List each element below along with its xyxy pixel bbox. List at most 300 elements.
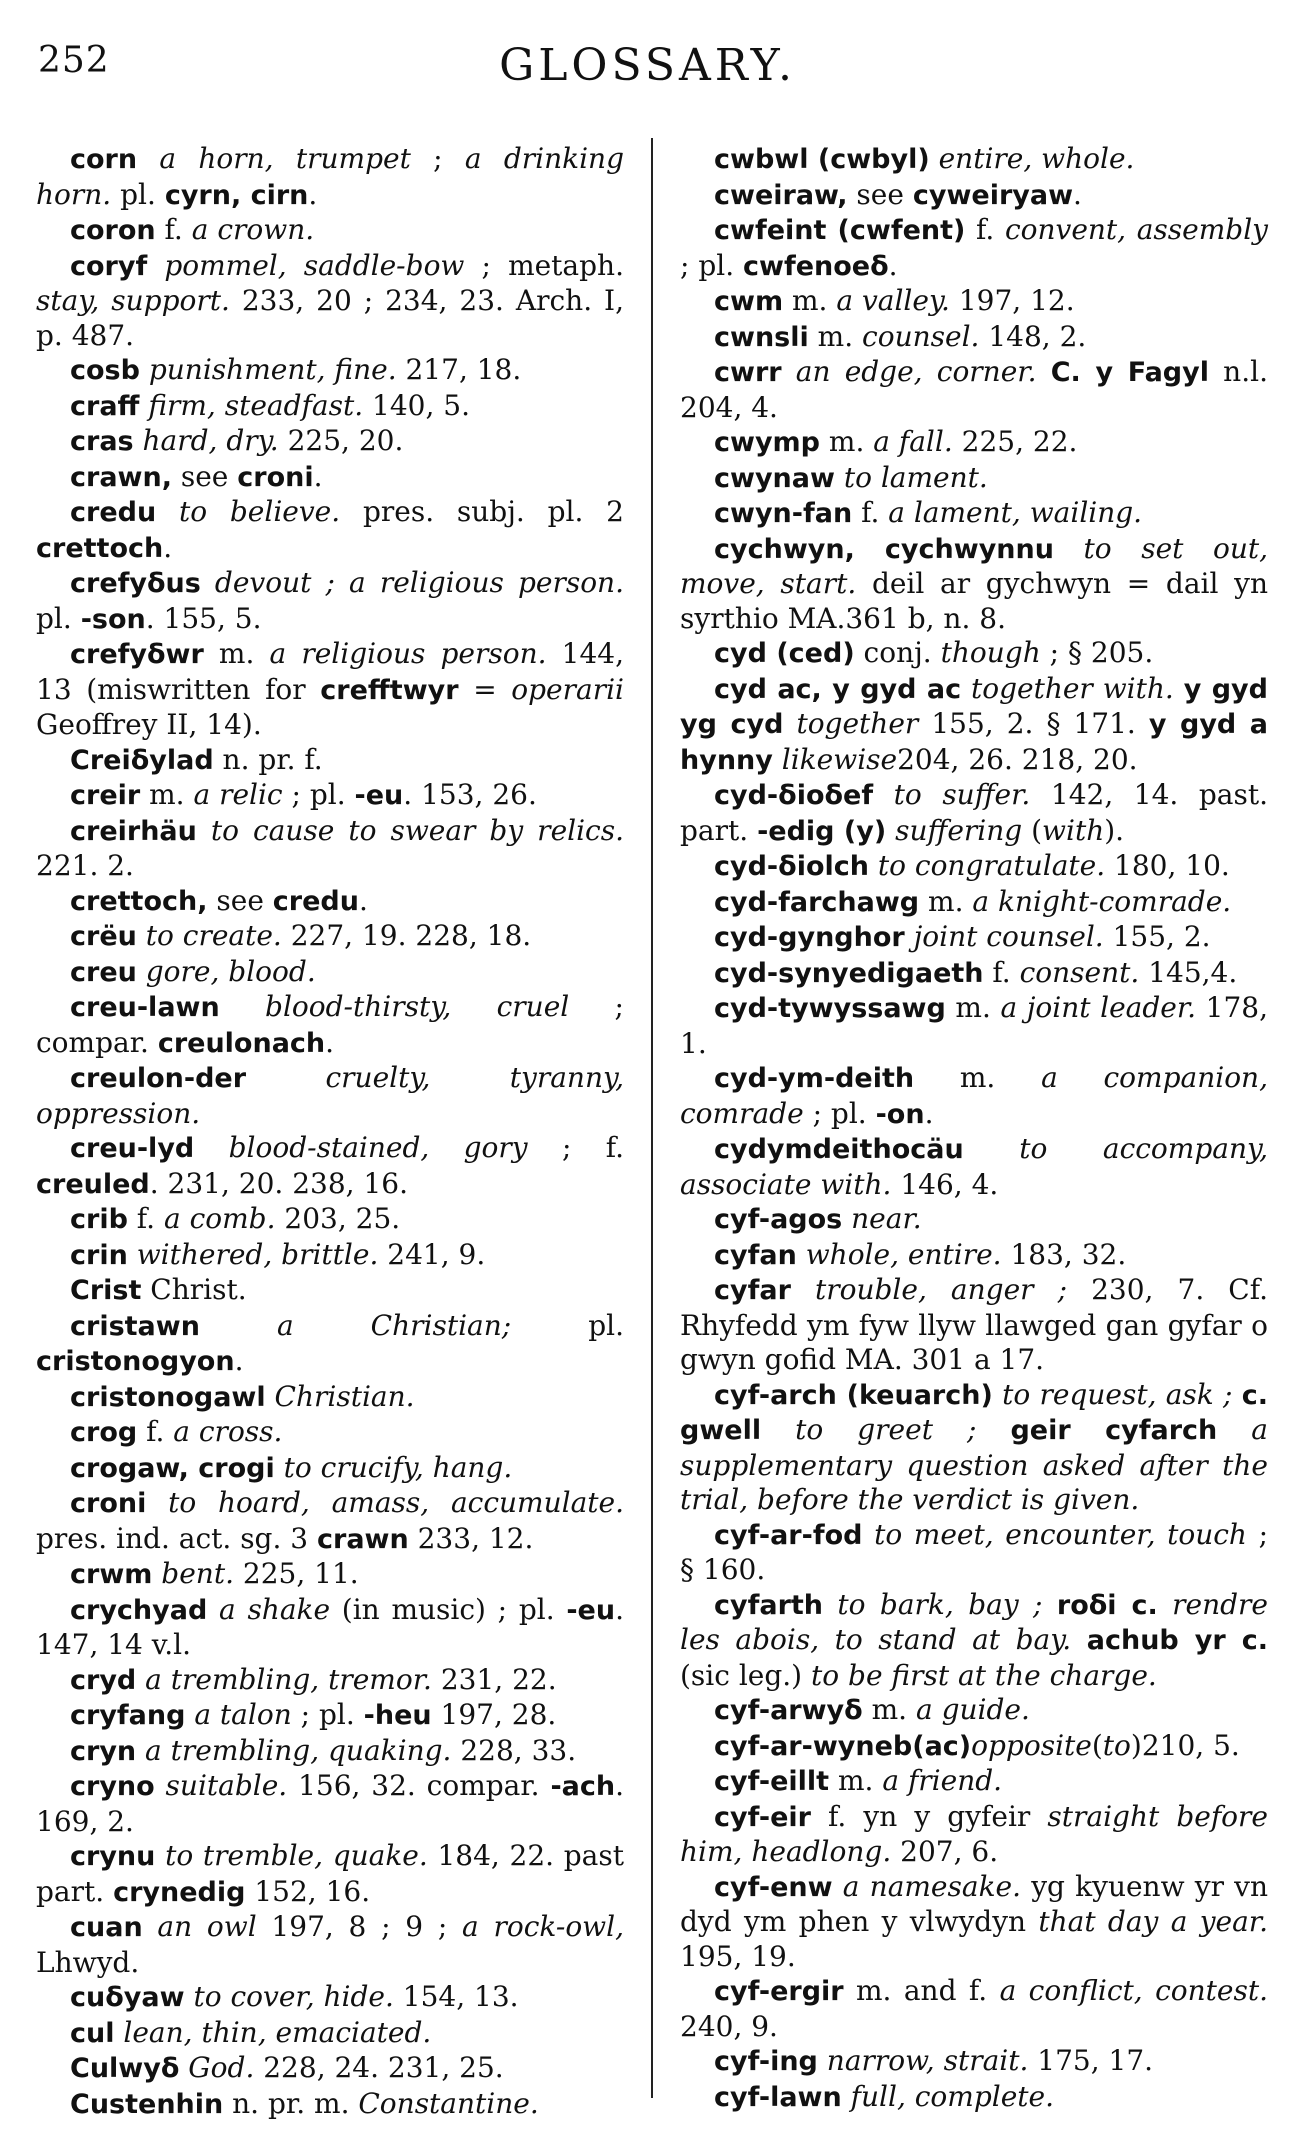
- entry-note: 145,4.: [1139, 955, 1238, 989]
- glossary-entry: [36, 2087, 624, 2123]
- headword: cydymdeithocäu: [714, 1134, 964, 1165]
- definition: a companion, comrade: [680, 1061, 1268, 1130]
- glossary-entry: [680, 636, 1268, 672]
- definition: operarii: [511, 672, 624, 706]
- definition: to tremble, quake.: [155, 1839, 428, 1872]
- definition: to congratulate.: [868, 849, 1106, 882]
- glossary-entry: [36, 1839, 624, 1910]
- entry-note: 144, 13 (miswritten for: [36, 637, 624, 706]
- definition: to crucify, hang.: [274, 1450, 513, 1484]
- headword: cyf-ergir: [714, 1976, 844, 2007]
- entry-note: see: [847, 177, 913, 211]
- definition: suitable.: [154, 1769, 288, 1802]
- glossary-entry: [680, 1693, 1268, 1729]
- definition: to accompany, associate with.: [680, 1132, 1268, 1201]
- definition: gore, blood.: [136, 954, 316, 988]
- entry-note: 217, 18.: [396, 353, 522, 386]
- headword: cyf-lawn: [714, 2081, 842, 2113]
- headword: -edig (y): [757, 815, 887, 847]
- definition: Constantine.: [358, 2086, 539, 2120]
- definition: to set out, move, start.: [680, 531, 1269, 600]
- entry-note: m.: [808, 319, 863, 353]
- headword: cyd-farchawg: [714, 886, 920, 918]
- entry-note: . 153, 26.: [403, 778, 537, 811]
- definition: an owl: [142, 1910, 257, 1943]
- entry-note: Christ.: [141, 1273, 247, 1306]
- headword: cyd (ced): [714, 638, 855, 669]
- glossary-entry: [36, 389, 624, 425]
- entry-note: . 169, 2.: [36, 1769, 624, 1838]
- definition: near.: [842, 1202, 922, 1235]
- headword: cryno: [70, 1771, 155, 1802]
- headword: cyf-enw: [714, 1871, 833, 1903]
- glossary-entry: [36, 919, 624, 955]
- entry-note: 207, 6.: [891, 1835, 999, 1868]
- headword: crynu: [70, 1841, 156, 1872]
- entry-note: f.: [852, 496, 889, 529]
- entry-note: pl.: [36, 601, 81, 635]
- headword: Creiδylad: [70, 744, 214, 776]
- definition: lean, thin, emaciated.: [114, 2015, 432, 2049]
- headword: roδi c.: [1056, 1589, 1158, 1621]
- definition: a shake: [207, 1592, 331, 1626]
- headword: crychyad: [70, 1594, 208, 1626]
- entry-note: . 231, 20. 238, 16.: [149, 1166, 408, 1200]
- headword: cosb: [70, 355, 140, 386]
- glossary-entry: [36, 990, 624, 1061]
- headword: -eu: [354, 780, 404, 811]
- definition: convent, assembly: [1004, 213, 1268, 246]
- entry-note: m.: [919, 884, 973, 918]
- definition: whole, entire.: [796, 1237, 1002, 1271]
- glossary-entry: [680, 1238, 1268, 1274]
- entry-note: .: [234, 1344, 244, 1377]
- glossary-entry: [680, 1061, 1268, 1132]
- headword: cyd-δioδef: [714, 780, 874, 811]
- definition: a fall.: [873, 425, 953, 458]
- glossary-entry: [36, 1202, 624, 1238]
- entry-note: 152, 16.: [245, 1874, 371, 1908]
- definition: to lament.: [834, 460, 988, 494]
- headword: cyf-agos: [714, 1204, 843, 1235]
- glossary-entry: [680, 885, 1268, 921]
- entry-note: .: [924, 1096, 934, 1130]
- definition: to request, ask ;: [992, 1377, 1233, 1411]
- entry-note: [1071, 1623, 1087, 1656]
- headword: -on: [875, 1098, 925, 1130]
- glossary-entry: [680, 1132, 1268, 1202]
- definition: a trembling, quaking.: [136, 1733, 452, 1767]
- entry-note: (in music) ; pl.: [330, 1592, 567, 1626]
- headword: creirhäu: [70, 815, 197, 847]
- glossary-entry: [36, 1593, 624, 1663]
- glossary-entry: [36, 884, 624, 920]
- entry-note: 225, 22.: [952, 425, 1078, 458]
- headword: creir: [70, 780, 141, 811]
- headword: crynedig: [113, 1876, 246, 1908]
- entry-note: ; pl.: [291, 1698, 364, 1731]
- entry-note: (: [1091, 1728, 1103, 1762]
- glossary-entry: [36, 1769, 624, 1839]
- entry-note: 178, 1.: [680, 991, 1268, 1060]
- entry-note: f.: [155, 213, 192, 246]
- glossary-entry: [36, 142, 624, 213]
- definition: a guide.: [915, 1693, 1030, 1726]
- glossary-entry: [680, 2044, 1268, 2080]
- headword: cychwyn, cychwynnu: [714, 533, 1054, 565]
- entry-note: see: [171, 459, 238, 493]
- headword: cwfenoeδ: [743, 250, 889, 282]
- definition: cruelty, tyranny, oppression.: [36, 1061, 624, 1130]
- entry-note: 225, 20.: [278, 424, 404, 457]
- headword: cyfan: [714, 1239, 797, 1271]
- definition: a trembling, tremor.: [136, 1662, 432, 1696]
- entry-note: .: [1073, 177, 1082, 211]
- headword: cuδyaw: [70, 1982, 185, 2013]
- headword: crettoch: [36, 532, 164, 564]
- headword: crwm: [70, 1559, 153, 1590]
- column-divider: [651, 138, 653, 2098]
- definition: pommel, saddle-bow: [147, 248, 465, 282]
- headword: creulon-der: [70, 1063, 247, 1094]
- entry-note: ; § 160.: [680, 1517, 1268, 1586]
- entry-note: pres. ind. act. sg. 3: [36, 1521, 317, 1555]
- headword: cwbwl (cwbyl): [714, 144, 930, 175]
- definition: a comb.: [163, 1202, 276, 1235]
- glossary-entry: [680, 672, 1268, 779]
- headword: cristawn: [70, 1310, 200, 1342]
- entry-note: f. yn y gyfeir: [810, 1799, 1048, 1833]
- headword: coryf: [70, 250, 148, 282]
- glossary-entry: [680, 1729, 1268, 1765]
- glossary-entry: [680, 425, 1268, 461]
- entry-note: 197, 28.: [431, 1698, 557, 1731]
- definition: a talon: [185, 1698, 292, 1731]
- entry-note: 228, 33.: [451, 1733, 577, 1767]
- definition: Christian.: [265, 1379, 415, 1413]
- definition: punishment, fine.: [139, 353, 397, 386]
- definition: an edge, corner.: [781, 355, 1037, 388]
- glossary-entry: [680, 1588, 1268, 1694]
- entry-note: 142, 14. past. part.: [680, 778, 1268, 847]
- glossary-entry: [36, 1910, 624, 1980]
- headword: creuled: [36, 1168, 150, 1200]
- definition: to greet ;: [761, 1413, 977, 1446]
- glossary-entry: [36, 460, 624, 496]
- entry-note: 155, 2.: [1103, 920, 1211, 953]
- headword: cyf-ar-fod: [714, 1519, 863, 1551]
- glossary-entry: [36, 2016, 624, 2052]
- headword: cyfarth: [714, 1589, 824, 1621]
- headword: y gyd yg cyd: [680, 673, 1268, 740]
- definition: entire, whole.: [929, 142, 1135, 175]
- headword: crefyδus: [70, 568, 201, 599]
- entry-note: .: [888, 248, 898, 282]
- definition: opposite: [971, 1728, 1092, 1762]
- glossary-entry: [680, 1202, 1268, 1238]
- entry-note: m.: [829, 1764, 883, 1797]
- definition: narrow, strait.: [817, 2044, 1029, 2077]
- headword: cyd ac, y gyd ac: [714, 673, 962, 705]
- definition: stay, support.: [36, 284, 230, 317]
- glossary-entry: [680, 213, 1268, 284]
- glossary-entry: [680, 956, 1268, 992]
- glossary-entry: [36, 1451, 624, 1487]
- headword: crib: [70, 1204, 128, 1235]
- headword: cyd-gynghor: [714, 922, 905, 953]
- headword: cuan: [70, 1912, 143, 1943]
- definition: a supplementary question asked after the trial, before the verdict is given.: [680, 1413, 1268, 1516]
- headword: craff: [70, 390, 140, 422]
- headword: achub yr c.: [1086, 1625, 1268, 1656]
- glossary-entry: [36, 495, 624, 566]
- definition: to bark, bay ;: [823, 1587, 1043, 1621]
- entry-note: .: [325, 1025, 335, 1059]
- definition: though: [940, 636, 1041, 669]
- glossary-entry: [36, 1238, 624, 1274]
- headword: cyd-synyedigaeth: [714, 957, 984, 989]
- entry-note: [1042, 1588, 1056, 1621]
- headword: cwymp: [714, 427, 821, 458]
- glossary-entry: [680, 461, 1268, 497]
- entry-note: see: [207, 883, 273, 917]
- entry-note: m.: [862, 1693, 916, 1726]
- headword: cyfar: [714, 1275, 791, 1306]
- headword: cryd: [70, 1664, 137, 1696]
- glossary-entry: [680, 1870, 1268, 1975]
- glossary-entry: [680, 1273, 1268, 1378]
- entry-note: 197, 12.: [949, 284, 1075, 317]
- definition: with: [1042, 813, 1105, 847]
- glossary-column-right: [680, 142, 1268, 2115]
- entry-note: .: [163, 530, 173, 564]
- glossary-column-left: [36, 142, 624, 2122]
- definition: a crown.: [191, 213, 315, 246]
- definition: a horn, trumpet: [137, 142, 411, 175]
- headword: cyf-arch (keuarch): [714, 1379, 993, 1411]
- entry-note: )210, 5.: [1130, 1728, 1240, 1762]
- entry-note: ; compar.: [36, 990, 624, 1059]
- headword: cyf-ing: [714, 2046, 818, 2077]
- headword: crëu: [70, 921, 137, 952]
- entry-note: 180, 10.: [1105, 849, 1230, 882]
- glossary-entry: [36, 637, 624, 743]
- entry-note: 156, 32. compar.: [287, 1769, 551, 1802]
- definition: God.: [179, 2051, 255, 2084]
- glossary-entry: [36, 1734, 624, 1770]
- definition: to suffer.: [873, 778, 1031, 811]
- glossary-entry: [36, 1309, 624, 1380]
- headword: cwm: [714, 286, 784, 317]
- definition: devout ; a religious person.: [200, 566, 624, 599]
- entry-note: 175, 17.: [1028, 2044, 1154, 2077]
- headword: cyf-eir: [714, 1801, 811, 1833]
- headword: cyf-eillt: [714, 1766, 830, 1797]
- entry-note: pl.: [111, 177, 165, 211]
- entry-note: m. and f.: [843, 1974, 1000, 2007]
- glossary-entry: [36, 1980, 624, 2016]
- entry-note: 146, 4.: [891, 1167, 999, 1201]
- entry-note: m.: [820, 425, 874, 458]
- entry-note: 203, 25.: [275, 1202, 401, 1235]
- headword: corn: [70, 144, 138, 175]
- headword: cryfang: [70, 1700, 186, 1731]
- glossary-entry: [36, 213, 624, 249]
- definition: that day a year.: [1038, 1905, 1268, 1938]
- headword: cwynaw: [714, 462, 835, 494]
- headword: crog: [70, 1417, 138, 1448]
- definition: to be first at the charge.: [811, 1658, 1157, 1692]
- glossary-entry: [680, 778, 1268, 849]
- headword: credu: [272, 885, 359, 917]
- headword: crin: [70, 1239, 128, 1271]
- entry-note: conj.: [854, 636, 941, 669]
- entry-note: .: [308, 177, 318, 211]
- glossary-entry: [680, 496, 1268, 532]
- headword: geir cyfarch: [1010, 1415, 1218, 1446]
- entry-note: 233, 12.: [408, 1521, 534, 1555]
- definition: suffering: [886, 813, 1023, 847]
- entry-note: . 155, 5.: [145, 601, 262, 635]
- entry-note: m.: [203, 637, 270, 670]
- definition: a lament, wailing.: [888, 496, 1143, 529]
- entry-note: 233, 20 ; 234, 23. Arch. I, p. 487.: [36, 284, 624, 352]
- entry-note: n. pr. f.: [213, 742, 323, 776]
- definition: hard, dry.: [133, 424, 279, 457]
- glossary-entry: [36, 2051, 624, 2087]
- definition: to create.: [136, 919, 282, 952]
- definition: blood-stained, gory: [194, 1131, 528, 1164]
- headword: cryn: [70, 1735, 137, 1767]
- headword: cristonogawl: [70, 1381, 266, 1413]
- glossary-entry: [36, 743, 624, 779]
- entry-note: [1232, 1378, 1241, 1411]
- glossary-entry: [680, 920, 1268, 956]
- entry-note: .: [313, 459, 323, 493]
- entry-note: 154, 13.: [393, 1980, 519, 2013]
- entry-note: 197, 8 ; 9 ;: [256, 1910, 463, 1943]
- glossary-entry: [680, 355, 1268, 425]
- headword: Crist: [70, 1275, 142, 1306]
- entry-note: (: [1022, 813, 1043, 847]
- headword: -ach: [550, 1771, 616, 1802]
- definition: a namesake.: [832, 1869, 1022, 1903]
- definition: a valley.: [836, 284, 950, 317]
- headword: croni: [237, 461, 314, 493]
- headword: cul: [70, 2017, 115, 2049]
- definition: trouble, anger ;: [790, 1273, 1068, 1306]
- entry-note: 140, 5.: [363, 388, 470, 422]
- headword: cras: [70, 426, 134, 457]
- headword: credu: [70, 497, 157, 528]
- definition: straight before him, headlong.: [680, 1799, 1268, 1868]
- glossary-entry: [36, 249, 624, 354]
- glossary-entry: [680, 1764, 1268, 1800]
- entry-note: 240, 9.: [680, 2009, 778, 2043]
- definition: together with.: [961, 671, 1174, 705]
- glossary-entry: [36, 1557, 624, 1593]
- definition: a Christian;: [199, 1308, 512, 1342]
- entry-note: 225, 11.: [234, 1557, 359, 1590]
- entry-note: m.: [914, 1061, 1042, 1094]
- glossary-entry: [36, 1698, 624, 1734]
- headword: c. gwell: [680, 1379, 1268, 1446]
- glossary-entry: [680, 178, 1268, 214]
- glossary-entry: [680, 1378, 1268, 1518]
- definition: together: [783, 707, 919, 740]
- definition: a joint leader.: [1000, 991, 1197, 1024]
- definition: full, complete.: [841, 2079, 1055, 2113]
- entry-note: pres. subj. pl. 2: [340, 495, 624, 528]
- entry-note: 204, 26. 218, 20.: [897, 742, 1138, 776]
- definition: to cause to swear by relics.: [196, 813, 624, 847]
- entry-note: 221. 2.: [36, 849, 134, 882]
- headword: crettoch,: [70, 885, 208, 917]
- glossary-entry: [36, 1380, 624, 1416]
- entry-note: [1037, 355, 1051, 388]
- definition: a conflict, contest.: [999, 1974, 1268, 2007]
- entry-note: 230, 7. Cf. Rhyfedd ym fyw llyw llawged gan gyfar o gwyn gofid MA. 301 a 17.: [680, 1273, 1268, 1376]
- entry-note: [976, 1413, 1010, 1446]
- entry-note: f.: [983, 955, 1020, 989]
- entry-note: Lhwyd.: [36, 1945, 140, 1979]
- headword: C. y Fagyl: [1050, 357, 1209, 388]
- definition: consent.: [1019, 955, 1140, 989]
- definition: a rock-owl,: [462, 1910, 624, 1943]
- running-head: GLOSSARY.: [499, 40, 796, 91]
- entry-note: 231, 22.: [431, 1662, 557, 1696]
- entry-note: 195, 19.: [680, 1939, 796, 1973]
- headword: cwrr: [714, 357, 782, 388]
- entry-note: Geoffrey II, 14).: [36, 708, 262, 741]
- glossary-entry: [36, 1273, 624, 1309]
- entry-note: ; pl.: [803, 1096, 876, 1130]
- entry-note: m.: [140, 778, 194, 811]
- definition: firm, steadfast.: [139, 388, 364, 422]
- headword: crefftwyr: [320, 674, 459, 706]
- headword: cyrn, cirn: [164, 179, 309, 211]
- definition: joint counsel.: [904, 920, 1104, 953]
- headword: Custenhin: [70, 2088, 224, 2120]
- headword: croni: [70, 1488, 147, 1519]
- glossary-entry: [680, 320, 1268, 356]
- headword: cyd-ym-deith: [714, 1063, 915, 1094]
- headword: crefyδwr: [70, 639, 204, 670]
- headword: coron: [70, 215, 156, 246]
- entry-note: yg kyuenw yr vn dyd ym phen y vlwydyn: [680, 1869, 1269, 1938]
- definition: to: [1102, 1728, 1131, 1762]
- entry-note: .: [358, 883, 368, 917]
- entry-note: ; pl.: [680, 248, 744, 282]
- entry-note: ; pl.: [282, 778, 355, 811]
- headword: -son: [80, 603, 146, 635]
- entry-note: . 147, 14 v.l.: [36, 1592, 624, 1661]
- definition: a religious person.: [269, 637, 547, 670]
- glossary-entry: [36, 778, 624, 814]
- entry-note: ; § 205.: [1040, 636, 1154, 669]
- glossary-entry: [680, 849, 1268, 885]
- entry-note: 227, 19. 228, 18.: [281, 919, 532, 952]
- glossary-entry: [36, 424, 624, 460]
- definition: rendre les abois, to stand at bay.: [680, 1587, 1268, 1656]
- headword: crawn: [317, 1523, 409, 1555]
- entry-note: =: [458, 672, 512, 706]
- glossary-entry: [36, 1663, 624, 1699]
- entry-note: f.: [137, 1415, 174, 1448]
- headword: -eu: [566, 1594, 616, 1626]
- headword: cyweiryaw: [912, 179, 1074, 211]
- definition: likewise: [772, 742, 898, 776]
